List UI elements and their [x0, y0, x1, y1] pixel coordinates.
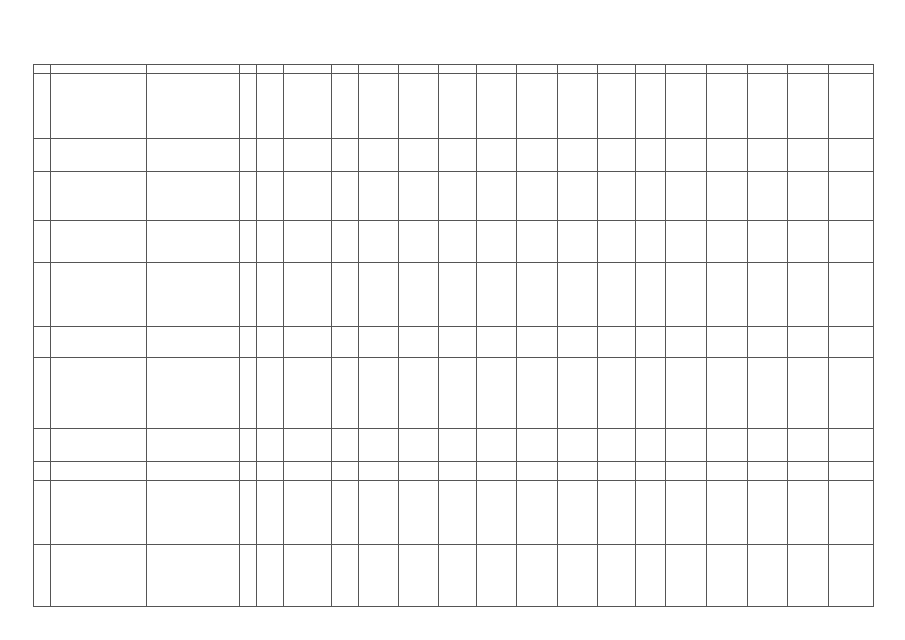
value-cell [788, 358, 829, 429]
value-cell [284, 221, 332, 263]
value-cell [788, 327, 829, 358]
value-cell [240, 481, 257, 545]
row-number [34, 358, 51, 429]
value-cell [240, 327, 257, 358]
value-cell [517, 172, 558, 221]
value-cell [257, 327, 284, 358]
value-cell [666, 462, 707, 481]
column-number [439, 65, 477, 74]
value-cell [240, 221, 257, 263]
value-cell [439, 74, 477, 139]
value-cell [284, 139, 332, 172]
value-cell [748, 221, 788, 263]
value-cell [598, 74, 636, 139]
value-cell [558, 462, 598, 481]
row-number [34, 327, 51, 358]
column-number [558, 65, 598, 74]
executor-cell [147, 139, 240, 172]
value-cell [707, 74, 748, 139]
value-cell [788, 221, 829, 263]
value-cell [558, 221, 598, 263]
value-cell [636, 545, 666, 607]
value-cell [748, 172, 788, 221]
value-cell [477, 545, 517, 607]
column-number [332, 65, 359, 74]
value-cell [558, 429, 598, 462]
value-cell [284, 172, 332, 221]
value-cell [359, 221, 399, 263]
executor-cell [147, 429, 240, 462]
activity-cell [51, 545, 147, 607]
value-cell [829, 221, 874, 263]
activity-cell [51, 263, 147, 327]
value-cell [636, 429, 666, 462]
value-cell [284, 429, 332, 462]
value-cell [636, 74, 666, 139]
value-cell [558, 172, 598, 221]
value-cell [257, 481, 284, 545]
value-cell [788, 429, 829, 462]
column-number [598, 65, 636, 74]
value-cell [399, 429, 439, 462]
value-cell [399, 358, 439, 429]
value-cell [829, 429, 874, 462]
value-cell [748, 545, 788, 607]
value-cell [748, 429, 788, 462]
value-cell [748, 139, 788, 172]
value-cell [332, 462, 359, 481]
activity-cell [51, 462, 147, 481]
value-cell [399, 481, 439, 545]
value-cell [636, 221, 666, 263]
activity-cell [51, 429, 147, 462]
value-cell [439, 139, 477, 172]
value-cell [257, 462, 284, 481]
value-cell [636, 481, 666, 545]
value-cell [399, 139, 439, 172]
column-number [477, 65, 517, 74]
value-cell [240, 172, 257, 221]
value-cell [359, 358, 399, 429]
table-row [34, 545, 874, 607]
value-cell [439, 221, 477, 263]
table-row [34, 221, 874, 263]
activity-cell [51, 74, 147, 139]
column-number [34, 65, 51, 74]
value-cell [788, 462, 829, 481]
row-number [34, 481, 51, 545]
table-row [34, 327, 874, 358]
table-row [34, 429, 874, 462]
value-cell [332, 481, 359, 545]
value-cell [359, 263, 399, 327]
value-cell [257, 139, 284, 172]
value-cell [477, 221, 517, 263]
value-cell [707, 462, 748, 481]
value-cell [332, 172, 359, 221]
value-cell [332, 545, 359, 607]
column-number [636, 65, 666, 74]
value-cell [257, 74, 284, 139]
row-number [34, 462, 51, 481]
value-cell [636, 358, 666, 429]
executor-cell [147, 481, 240, 545]
value-cell [598, 462, 636, 481]
value-cell [636, 139, 666, 172]
value-cell [829, 327, 874, 358]
value-cell [332, 263, 359, 327]
value-cell [829, 172, 874, 221]
value-cell [829, 139, 874, 172]
value-cell [359, 545, 399, 607]
value-cell [359, 74, 399, 139]
value-cell [666, 172, 707, 221]
value-cell [439, 481, 477, 545]
value-cell [284, 545, 332, 607]
value-cell [558, 263, 598, 327]
value-cell [829, 263, 874, 327]
value-cell [517, 545, 558, 607]
executor-cell [147, 358, 240, 429]
value-cell [359, 172, 399, 221]
value-cell [477, 462, 517, 481]
value-cell [399, 221, 439, 263]
value-cell [284, 358, 332, 429]
value-cell [257, 172, 284, 221]
activity-cell [51, 481, 147, 545]
value-cell [788, 545, 829, 607]
value-cell [666, 545, 707, 607]
value-cell [240, 358, 257, 429]
column-number [666, 65, 707, 74]
value-cell [240, 74, 257, 139]
value-cell [517, 221, 558, 263]
value-cell [558, 481, 598, 545]
row-number [34, 545, 51, 607]
value-cell [240, 263, 257, 327]
value-cell [636, 327, 666, 358]
value-cell [439, 545, 477, 607]
column-number [359, 65, 399, 74]
value-cell [558, 74, 598, 139]
value-cell [240, 429, 257, 462]
value-cell [359, 481, 399, 545]
value-cell [517, 74, 558, 139]
value-cell [636, 263, 666, 327]
value-cell [707, 221, 748, 263]
table-row [34, 139, 874, 172]
activity-cell [51, 139, 147, 172]
value-cell [829, 74, 874, 139]
value-cell [598, 429, 636, 462]
value-cell [558, 327, 598, 358]
value-cell [332, 74, 359, 139]
value-cell [399, 263, 439, 327]
value-cell [707, 172, 748, 221]
column-number [748, 65, 788, 74]
executor-cell [147, 221, 240, 263]
value-cell [598, 481, 636, 545]
row-number [34, 139, 51, 172]
value-cell [666, 263, 707, 327]
value-cell [359, 327, 399, 358]
value-cell [558, 358, 598, 429]
value-cell [240, 139, 257, 172]
column-number [147, 65, 240, 74]
value-cell [636, 172, 666, 221]
column-number [284, 65, 332, 74]
budget-table [33, 64, 874, 607]
value-cell [707, 358, 748, 429]
value-cell [829, 545, 874, 607]
value-cell [707, 327, 748, 358]
value-cell [477, 139, 517, 172]
value-cell [517, 481, 558, 545]
value-cell [257, 545, 284, 607]
value-cell [748, 74, 788, 139]
row-number [34, 263, 51, 327]
value-cell [598, 263, 636, 327]
value-cell [666, 139, 707, 172]
value-cell [399, 74, 439, 139]
column-number [517, 65, 558, 74]
value-cell [598, 139, 636, 172]
table-row [34, 172, 874, 221]
value-cell [332, 139, 359, 172]
value-cell [707, 545, 748, 607]
value-cell [598, 545, 636, 607]
table-row [34, 358, 874, 429]
value-cell [477, 429, 517, 462]
value-cell [636, 462, 666, 481]
value-cell [666, 327, 707, 358]
value-cell [284, 481, 332, 545]
value-cell [240, 462, 257, 481]
value-cell [257, 429, 284, 462]
value-cell [439, 429, 477, 462]
column-number [51, 65, 147, 74]
row-number [34, 172, 51, 221]
value-cell [707, 481, 748, 545]
executor-cell [147, 74, 240, 139]
value-cell [748, 327, 788, 358]
value-cell [517, 358, 558, 429]
value-cell [332, 358, 359, 429]
executor-cell [147, 545, 240, 607]
value-cell [748, 481, 788, 545]
value-cell [257, 358, 284, 429]
value-cell [707, 139, 748, 172]
value-cell [517, 462, 558, 481]
value-cell [666, 481, 707, 545]
value-cell [558, 545, 598, 607]
column-number [788, 65, 829, 74]
value-cell [439, 358, 477, 429]
value-cell [332, 429, 359, 462]
column-number [829, 65, 874, 74]
value-cell [257, 221, 284, 263]
value-cell [788, 139, 829, 172]
value-cell [399, 327, 439, 358]
value-cell [332, 221, 359, 263]
value-cell [439, 462, 477, 481]
value-cell [439, 327, 477, 358]
value-cell [477, 172, 517, 221]
value-cell [666, 358, 707, 429]
value-cell [598, 327, 636, 358]
executor-cell [147, 327, 240, 358]
value-cell [284, 327, 332, 358]
value-cell [829, 481, 874, 545]
value-cell [439, 172, 477, 221]
value-cell [788, 172, 829, 221]
table-row [34, 74, 874, 139]
table-row [34, 263, 874, 327]
value-cell [666, 221, 707, 263]
value-cell [257, 263, 284, 327]
value-cell [477, 74, 517, 139]
value-cell [284, 462, 332, 481]
value-cell [240, 545, 257, 607]
row-number [34, 429, 51, 462]
column-number [399, 65, 439, 74]
value-cell [707, 429, 748, 462]
value-cell [477, 263, 517, 327]
activity-cell [51, 358, 147, 429]
column-number-row [34, 65, 874, 74]
value-cell [517, 429, 558, 462]
value-cell [399, 172, 439, 221]
value-cell [707, 263, 748, 327]
value-cell [284, 263, 332, 327]
value-cell [666, 74, 707, 139]
row-number [34, 74, 51, 139]
value-cell [829, 462, 874, 481]
table-row [34, 462, 874, 481]
value-cell [359, 429, 399, 462]
value-cell [439, 263, 477, 327]
executor-cell [147, 263, 240, 327]
column-number [257, 65, 284, 74]
value-cell [598, 221, 636, 263]
value-cell [284, 74, 332, 139]
value-cell [332, 327, 359, 358]
column-number [707, 65, 748, 74]
value-cell [748, 462, 788, 481]
value-cell [517, 263, 558, 327]
value-cell [829, 358, 874, 429]
activity-cell [51, 172, 147, 221]
value-cell [558, 139, 598, 172]
value-cell [399, 462, 439, 481]
value-cell [788, 481, 829, 545]
value-cell [788, 263, 829, 327]
table-row [34, 481, 874, 545]
executor-cell [147, 462, 240, 481]
value-cell [359, 462, 399, 481]
row-number [34, 221, 51, 263]
value-cell [666, 429, 707, 462]
value-cell [477, 358, 517, 429]
value-cell [598, 172, 636, 221]
value-cell [517, 327, 558, 358]
column-number [240, 65, 257, 74]
value-cell [477, 327, 517, 358]
value-cell [748, 263, 788, 327]
value-cell [598, 358, 636, 429]
value-cell [399, 545, 439, 607]
executor-cell [147, 172, 240, 221]
activity-cell [51, 221, 147, 263]
value-cell [477, 481, 517, 545]
value-cell [788, 74, 829, 139]
activity-cell [51, 327, 147, 358]
value-cell [517, 139, 558, 172]
value-cell [359, 139, 399, 172]
value-cell [748, 358, 788, 429]
